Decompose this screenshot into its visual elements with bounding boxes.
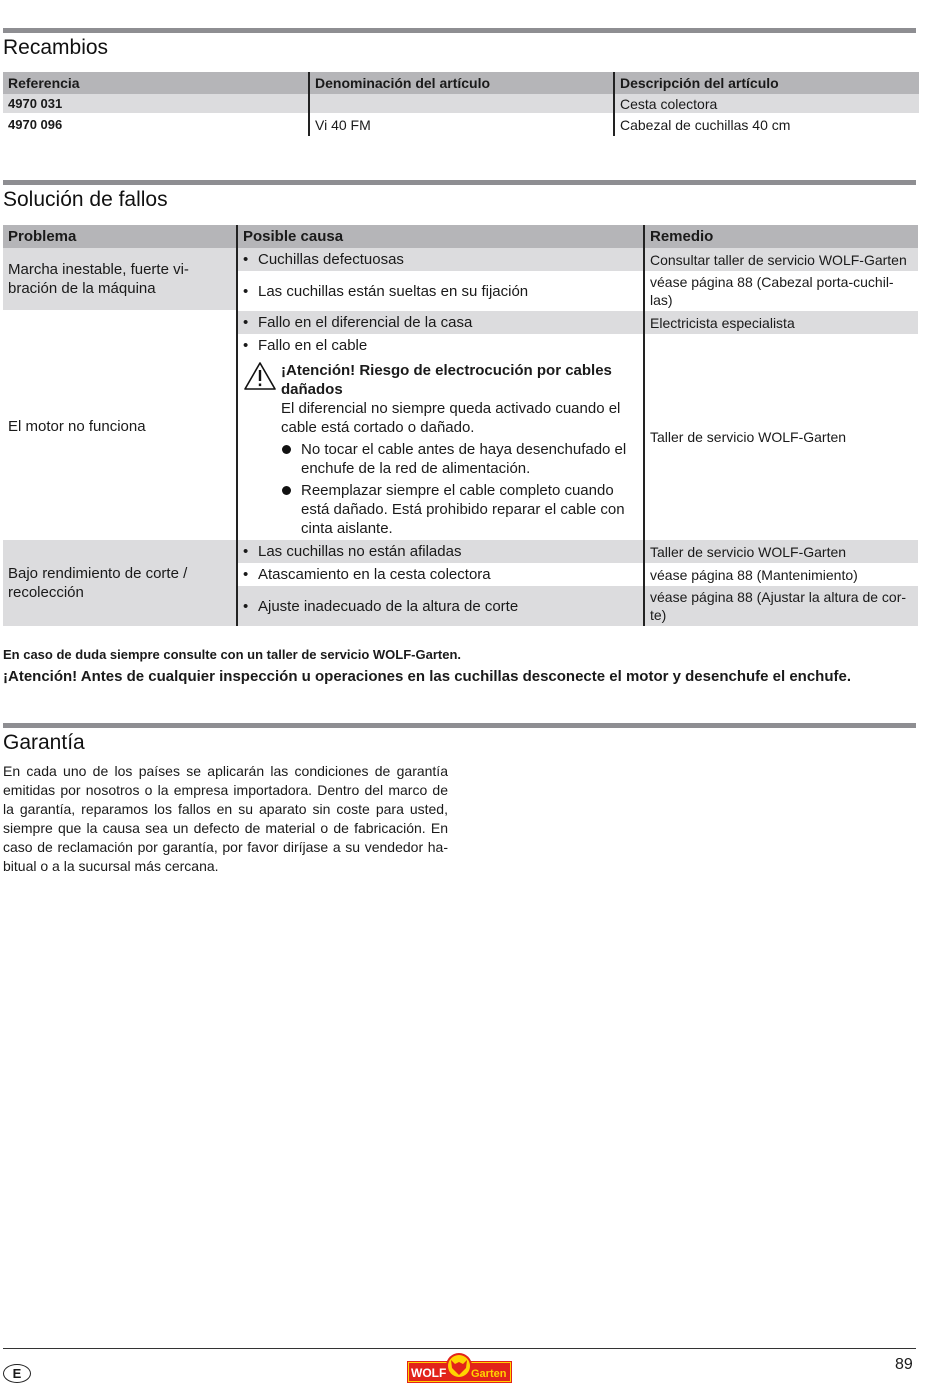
list-item: No tocar el cable antes de haya desenchufado el enchufe de la red de alimentación. bbox=[281, 440, 638, 478]
warning-text: El diferencial no siempre queda activado cuando el cable está cortado o dañado. bbox=[281, 400, 621, 436]
remedy-cell: véase página 88 (Mantenimiento) bbox=[644, 563, 918, 586]
cause-cell bbox=[237, 563, 644, 586]
part-description: Cesta colectora bbox=[614, 94, 919, 113]
wolf-garten-logo bbox=[407, 1352, 512, 1385]
section-bar-warranty bbox=[3, 723, 916, 728]
table-row bbox=[3, 248, 918, 271]
cause-cell bbox=[237, 540, 644, 563]
problem-cell: Bajo rendimiento de corte / recolección bbox=[3, 540, 237, 626]
cause-text: • Cuchillas defectuosas bbox=[243, 251, 404, 268]
remedy-cell: Electricista especialista bbox=[644, 311, 918, 334]
section-title-warranty: Garantía bbox=[3, 731, 85, 754]
cause-text: • Las cuchillas están sueltas en su fijación bbox=[243, 283, 528, 300]
cause-text: • Las cuchillas no están afiladas bbox=[243, 543, 461, 560]
cause-cell bbox=[237, 586, 644, 626]
table-row bbox=[3, 94, 919, 113]
troubleshooting-header-row bbox=[3, 225, 918, 248]
table-row bbox=[3, 540, 918, 563]
troubleshooting-table bbox=[3, 225, 918, 626]
cause-text: • Fallo en el diferencial de la casa bbox=[243, 314, 472, 331]
logo-wolf-text: WOLF bbox=[411, 1366, 447, 1380]
cause-cell bbox=[237, 271, 644, 311]
list-item: Reemplazar siempre el cable completo cuando está dañado. Está prohibido reparar el cable con cinta aislante. bbox=[281, 481, 638, 538]
cause-text: • Atascamiento en la cesta colectora bbox=[243, 566, 491, 583]
section-bar-recambios bbox=[3, 28, 916, 33]
page-number: 89 bbox=[895, 1356, 913, 1373]
section-title-recambios: Recambios bbox=[3, 36, 109, 59]
logo-garten-text: Garten bbox=[471, 1368, 507, 1380]
part-name: Vi 40 FM bbox=[309, 113, 614, 136]
remedy-cell: Taller de servicio WOLF-Garten bbox=[644, 334, 918, 540]
wolf-head-icon bbox=[446, 1353, 472, 1379]
section-bar-troubleshooting bbox=[3, 180, 916, 185]
col-header-description: Descripción del artículo bbox=[614, 72, 919, 94]
table-row bbox=[3, 113, 919, 136]
col-header-name: Denominación del artículo bbox=[309, 72, 614, 94]
col-header-remedy: Remedio bbox=[644, 225, 918, 248]
part-name bbox=[309, 94, 614, 113]
note-warning: ¡Atención! Antes de cualquier inspección u operaciones en las cuchillas desconecte el motor y desenchufe el enchufe. bbox=[3, 668, 852, 685]
problem-cell: El motor no funciona bbox=[3, 311, 237, 540]
warranty-text: En cada uno de los países se aplicarán las condiciones de garantía emitidas por nosotros o la empresa importadora. Dentro del marco de la garantía, reparamos los fallos en su aparato sin coste para usted, siempre que la causa sea un defecto de material o de fabricación. En caso de reclamación por garantía, por favor diríjase a su vendedor ha-bitual o a la sucursal más cercana. bbox=[3, 763, 448, 874]
remedy-cell: véase página 88 (Ajustar la altura de cor-te) bbox=[644, 586, 918, 626]
part-reference: 4970 031 bbox=[3, 94, 309, 113]
part-description: Cabezal de cuchillas 40 cm bbox=[614, 113, 919, 136]
table-row bbox=[3, 311, 918, 334]
col-header-cause: Posible causa bbox=[237, 225, 644, 248]
note-service: En caso de duda siempre consulte con un taller de servicio WOLF-Garten. bbox=[3, 647, 461, 662]
warning-list bbox=[281, 440, 638, 538]
part-reference: 4970 096 bbox=[8, 117, 63, 132]
language-badge: E bbox=[3, 1364, 31, 1383]
remedy-cell: véase página 88 (Cabezal porta-cuchil-las) bbox=[644, 271, 918, 311]
parts-table bbox=[3, 72, 919, 136]
footer-rule bbox=[3, 1348, 916, 1349]
warning-title: ¡Atención! Riesgo de electrocución por cables dañados bbox=[281, 362, 612, 398]
section-title-troubleshooting: Solución de fallos bbox=[3, 188, 168, 211]
cause-cell bbox=[237, 334, 644, 540]
problem-cell: Marcha inestable, fuerte vi-bración de la máquina bbox=[3, 248, 237, 311]
parts-header-row bbox=[3, 72, 919, 94]
electrocution-warning bbox=[243, 361, 638, 538]
cause-cell bbox=[237, 248, 644, 271]
warning-triangle-icon bbox=[243, 361, 281, 538]
remedy-cell: Consultar taller de servicio WOLF-Garten bbox=[644, 248, 918, 271]
col-header-reference: Referencia bbox=[3, 72, 309, 94]
cause-text: • Ajuste inadecuado de la altura de corte bbox=[243, 598, 518, 615]
remedy-cell: Taller de servicio WOLF-Garten bbox=[644, 540, 918, 563]
cause-cell bbox=[237, 311, 644, 334]
col-header-problem: Problema bbox=[3, 225, 237, 248]
cause-text: • Fallo en el cable bbox=[243, 337, 367, 354]
